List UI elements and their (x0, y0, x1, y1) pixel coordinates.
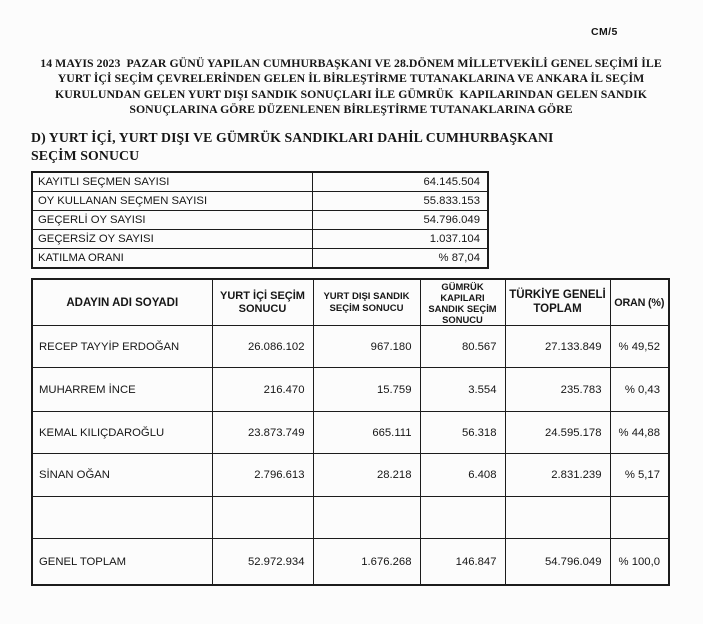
customs-votes: 3.554 (420, 368, 505, 412)
domestic-votes: 216.470 (212, 368, 313, 412)
summary-label: GEÇERLİ OY SAYISI (32, 211, 312, 230)
summary-value: 1.037.104 (312, 230, 488, 249)
summary-value: 64.145.504 (312, 172, 488, 192)
intro-line: 14 MAYIS 2023 PAZAR GÜNÜ YAPILAN CUMHURBAŞKANI VE 28.DÖNEM MİLLETVEKİLİ GENEL SEÇİMİ İLE (40, 56, 662, 70)
customs-votes: 80.567 (420, 326, 505, 368)
summary-label: KAYITLI SEÇMEN SAYISI (32, 172, 312, 192)
empty-cell (212, 497, 313, 539)
results-row (32, 368, 669, 412)
section-title (31, 129, 631, 164)
summary-label: KATILMA ORANI (32, 249, 312, 269)
results-row (32, 454, 669, 497)
summary-row (32, 249, 488, 269)
results-header-row (32, 279, 669, 326)
domestic-votes: 2.796.613 (212, 454, 313, 497)
abroad-votes: 28.218 (313, 454, 420, 497)
results-total-row (32, 539, 669, 586)
page-reference: CM/5 (591, 26, 618, 38)
summary-table (31, 171, 489, 269)
abroad-votes: 665.111 (313, 412, 420, 454)
domestic-votes: 26.086.102 (212, 326, 313, 368)
column-header-total: TÜRKİYE GENELİ TOPLAM (505, 279, 610, 326)
candidate-name: KEMAL KILIÇDAROĞLU (32, 412, 212, 454)
total-votes: 24.595.178 (505, 412, 610, 454)
customs-votes: 6.408 (420, 454, 505, 497)
domestic-votes-total: 52.972.934 (212, 539, 313, 586)
empty-cell (313, 497, 420, 539)
column-header-candidate: ADAYIN ADI SOYADI (32, 279, 212, 326)
summary-value: 55.833.153 (312, 192, 488, 211)
results-row (32, 412, 669, 454)
column-header-abroad: YURT DIŞI SANDIK SEÇİM SONUCU (313, 279, 420, 326)
vote-percentage-total: % 100,0 (610, 539, 669, 586)
summary-label: OY KULLANAN SEÇMEN SAYISI (32, 192, 312, 211)
empty-cell (610, 497, 669, 539)
results-row (32, 326, 669, 368)
customs-votes: 56.318 (420, 412, 505, 454)
total-votes-total: 54.796.049 (505, 539, 610, 586)
summary-value: 54.796.049 (312, 211, 488, 230)
intro-paragraph (40, 56, 662, 117)
column-header-customs: GÜMRÜK KAPILARI SANDIK SEÇİM SONUCU (420, 279, 505, 326)
vote-percentage: % 0,43 (610, 368, 669, 412)
section-title-line2: SEÇİM SONUCU (31, 147, 140, 163)
summary-label: GEÇERSİZ OY SAYISI (32, 230, 312, 249)
summary-row (32, 211, 488, 230)
column-header-domestic: YURT İÇİ SEÇİM SONUCU (212, 279, 313, 326)
abroad-votes: 15.759 (313, 368, 420, 412)
results-empty-row (32, 497, 669, 539)
abroad-votes: 967.180 (313, 326, 420, 368)
vote-percentage: % 5,17 (610, 454, 669, 497)
section-title-line1: D) YURT İÇİ, YURT DIŞI VE GÜMRÜK SANDIKLARI DAHİL CUMHURBAŞKANI (31, 130, 554, 145)
candidate-name: SİNAN OĞAN (32, 454, 212, 497)
domestic-votes: 23.873.749 (212, 412, 313, 454)
customs-votes-total: 146.847 (420, 539, 505, 586)
vote-percentage: % 44,88 (610, 412, 669, 454)
candidate-name: MUHARREM İNCE (32, 368, 212, 412)
summary-value: % 87,04 (312, 249, 488, 269)
total-votes: 2.831.239 (505, 454, 610, 497)
empty-cell (32, 497, 212, 539)
abroad-votes-total: 1.676.268 (313, 539, 420, 586)
empty-cell (420, 497, 505, 539)
empty-cell (505, 497, 610, 539)
summary-row (32, 230, 488, 249)
intro-line: SONUÇLARINA GÖRE DÜZENLENEN BİRLEŞTİRME TUTANAKLARINA GÖRE (129, 101, 573, 116)
intro-line: YURT İÇİ SEÇİM ÇEVRELERİNDEN GELEN İL BİRLEŞTİRME TUTANAKLARINA VE ANKARA İL SEÇİM (57, 71, 645, 86)
column-header-percent: ORAN (%) (610, 279, 669, 326)
total-votes: 27.133.849 (505, 326, 610, 368)
intro-line: KURULUNDAN GELEN YURT DIŞI SANDIK SONUÇLARI İLE GÜMRÜK KAPILARINDAN GELEN SANDIK (55, 86, 647, 101)
summary-row (32, 192, 488, 211)
results-table (31, 278, 670, 586)
vote-percentage: % 49,52 (610, 326, 669, 368)
summary-row (32, 172, 488, 192)
total-row-label: GENEL TOPLAM (32, 539, 212, 586)
total-votes: 235.783 (505, 368, 610, 412)
candidate-name: RECEP TAYYİP ERDOĞAN (32, 326, 212, 368)
